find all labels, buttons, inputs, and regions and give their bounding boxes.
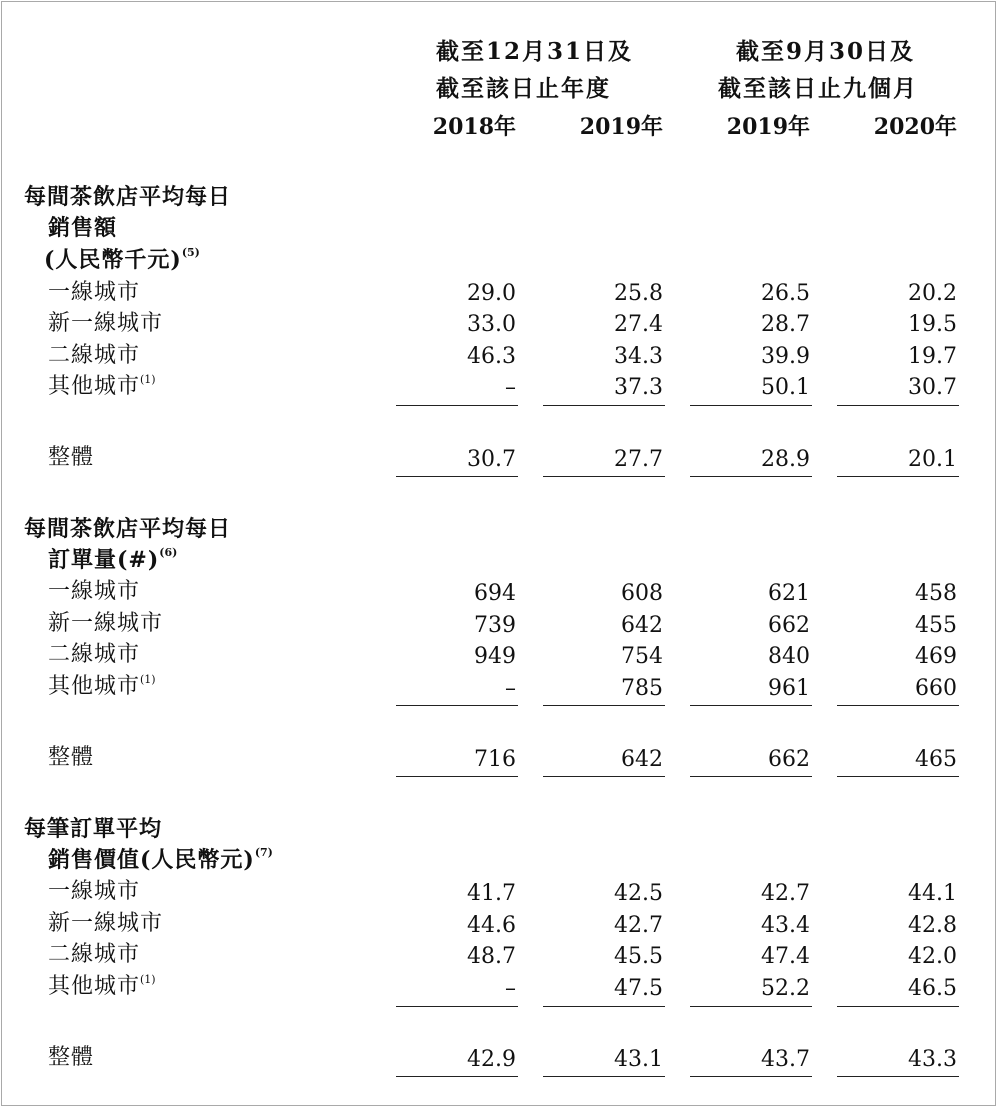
cell-value: 961 <box>768 676 810 701</box>
cell-value: 42.7 <box>761 881 810 906</box>
section1-title-line2: 銷售額 <box>48 215 118 241</box>
header-group1-line1: 截至12月31日及 <box>436 38 634 65</box>
cell-value: 662 <box>768 613 810 638</box>
total-value: 43.1 <box>614 1047 663 1072</box>
total-rule <box>837 476 959 477</box>
cell-value: 25.8 <box>614 281 663 306</box>
cell-value: 46.5 <box>908 976 957 1001</box>
section2-title-line2: 訂單量(#)$^{(6)}$ <box>48 546 178 573</box>
header-group1-line2: 截至該日止年度 <box>436 75 611 102</box>
header-group2-line1: 截至9月30日及 <box>736 38 916 65</box>
subtotal-rule <box>396 1006 518 1007</box>
row-label: 二線城市 <box>48 942 141 967</box>
section2-title-line1: 每間茶飲店平均每日 <box>24 516 232 542</box>
cell-value: – <box>505 676 516 701</box>
total-rule <box>690 1076 812 1077</box>
cell-value: 46.3 <box>467 344 516 369</box>
section1-title-line3: (人民幣千元)$^{(5)}$ <box>44 246 200 273</box>
row-label: 新一線城市 <box>48 311 164 336</box>
subtotal-rule <box>543 405 665 406</box>
total-rule <box>396 776 518 777</box>
subtotal-rule <box>543 1006 665 1007</box>
cell-value: 20.2 <box>908 281 957 306</box>
cell-value: 50.1 <box>761 375 810 400</box>
cell-value: 642 <box>621 613 663 638</box>
row-label: 一線城市 <box>48 879 141 904</box>
total-rule <box>396 1076 518 1077</box>
subtotal-rule <box>543 705 665 706</box>
cell-value: 42.0 <box>908 944 957 969</box>
total-rule <box>543 1076 665 1077</box>
total-label: 整體 <box>48 445 95 470</box>
row-label: 新一線城市 <box>48 911 164 936</box>
row-label: 新一線城市 <box>48 611 164 636</box>
cell-value: 43.4 <box>761 913 810 938</box>
total-value: 662 <box>768 747 810 772</box>
cell-value: 28.7 <box>761 312 810 337</box>
total-rule <box>837 1076 959 1077</box>
cell-value: 660 <box>915 676 957 701</box>
section1-title-line1: 每間茶飲店平均每日 <box>24 184 232 210</box>
total-value: 28.9 <box>761 447 810 472</box>
cell-value: 37.3 <box>614 375 663 400</box>
cell-value: 27.4 <box>614 312 663 337</box>
cell-value: 34.3 <box>614 344 663 369</box>
cell-value: 608 <box>621 581 663 606</box>
row-label: 二線城市 <box>48 343 141 368</box>
total-rule <box>396 476 518 477</box>
cell-value: 42.8 <box>908 913 957 938</box>
cell-value: 39.9 <box>761 344 810 369</box>
total-value: 642 <box>621 747 663 772</box>
cell-value: 42.7 <box>614 913 663 938</box>
total-rule <box>543 776 665 777</box>
row-label: 其他城市$^{(1)}$ <box>48 673 156 699</box>
row-label: 其他城市$^{(1)}$ <box>48 373 156 399</box>
total-rule <box>837 776 959 777</box>
cell-value: 52.2 <box>761 976 810 1001</box>
year-header-1: 2018年 <box>432 114 516 140</box>
cell-value: 45.5 <box>614 944 663 969</box>
subtotal-rule <box>396 705 518 706</box>
cell-value: 44.6 <box>467 913 516 938</box>
subtotal-rule <box>690 1006 812 1007</box>
total-value: 42.9 <box>467 1047 516 1072</box>
cell-value: 19.7 <box>908 344 957 369</box>
total-value: 20.1 <box>908 447 957 472</box>
cell-value: 41.7 <box>467 881 516 906</box>
cell-value: 785 <box>621 676 663 701</box>
total-value: 27.7 <box>614 447 663 472</box>
total-label: 整體 <box>48 745 95 770</box>
cell-value: 469 <box>915 644 957 669</box>
subtotal-rule <box>837 705 959 706</box>
cell-value: 33.0 <box>467 312 516 337</box>
subtotal-rule <box>690 705 812 706</box>
cell-value: 19.5 <box>908 312 957 337</box>
year-header-4: 2020年 <box>873 114 957 140</box>
row-label: 一線城市 <box>48 280 141 305</box>
section3-title-line1: 每筆訂單平均 <box>24 816 163 842</box>
cell-value: 621 <box>768 581 810 606</box>
cell-value: – <box>505 976 516 1001</box>
year-header-3: 2019年 <box>726 114 810 140</box>
row-label: 一線城市 <box>48 579 141 604</box>
cell-value: 739 <box>474 613 516 638</box>
total-value: 43.7 <box>761 1047 810 1072</box>
row-label: 其他城市$^{(1)}$ <box>48 973 156 999</box>
cell-value: 840 <box>768 644 810 669</box>
total-value: 30.7 <box>467 447 516 472</box>
cell-value: – <box>505 375 516 400</box>
cell-value: 47.5 <box>614 976 663 1001</box>
subtotal-rule <box>837 1006 959 1007</box>
row-label: 二線城市 <box>48 642 141 667</box>
cell-value: 694 <box>474 581 516 606</box>
subtotal-rule <box>396 405 518 406</box>
subtotal-rule <box>837 405 959 406</box>
cell-value: 30.7 <box>908 375 957 400</box>
subtotal-rule <box>690 405 812 406</box>
header-group2-line2: 截至該日止九個月 <box>718 75 918 102</box>
cell-value: 949 <box>474 644 516 669</box>
total-value: 716 <box>474 747 516 772</box>
total-label: 整體 <box>48 1045 95 1070</box>
year-header-2: 2019年 <box>579 114 663 140</box>
section3-title-line2: 銷售價值(人民幣元)$^{(7)}$ <box>48 846 273 873</box>
total-rule <box>690 776 812 777</box>
cell-value: 29.0 <box>467 281 516 306</box>
total-rule <box>690 476 812 477</box>
cell-value: 26.5 <box>761 281 810 306</box>
cell-value: 458 <box>915 581 957 606</box>
cell-value: 455 <box>915 613 957 638</box>
total-value: 43.3 <box>908 1047 957 1072</box>
total-value: 465 <box>915 747 957 772</box>
cell-value: 754 <box>621 644 663 669</box>
cell-value: 42.5 <box>614 881 663 906</box>
total-rule <box>543 476 665 477</box>
cell-value: 48.7 <box>467 944 516 969</box>
cell-value: 47.4 <box>761 944 810 969</box>
cell-value: 44.1 <box>908 881 957 906</box>
